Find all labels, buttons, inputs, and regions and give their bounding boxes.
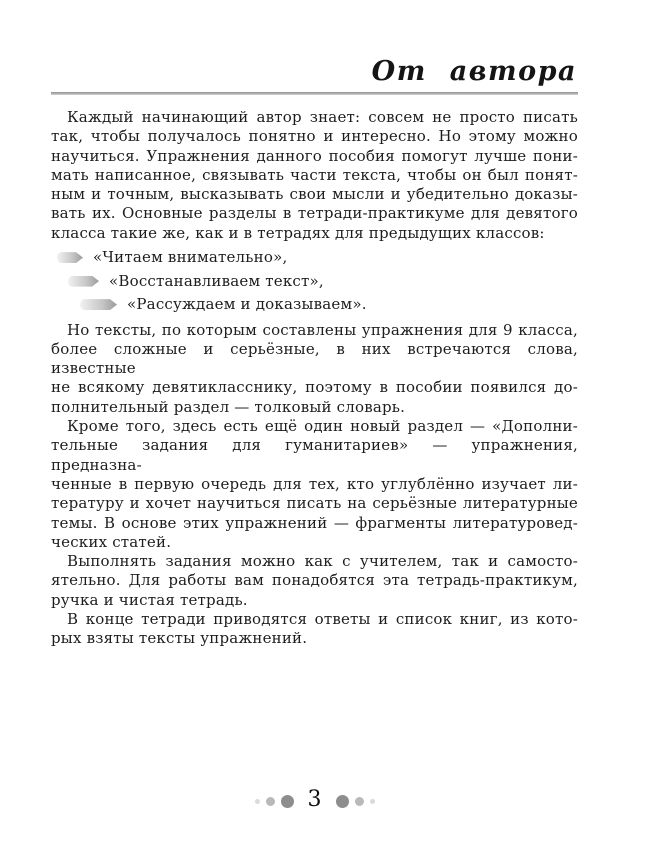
text-line: так, чтобы получалось понятно и интересно. Но этому можно (51, 127, 578, 146)
ornament-dot-icon (281, 795, 294, 808)
ornament-dot-icon (266, 797, 275, 806)
list-item (80, 293, 578, 317)
ornament-dot-icon (355, 797, 364, 806)
title-underline (51, 92, 578, 95)
section-list (51, 246, 578, 317)
arrow-marker-icon (80, 299, 117, 310)
arrow-marker-icon (68, 276, 99, 287)
text-line: вать их. Основные разделы в тетради-практикуме для девятого (51, 204, 578, 223)
text-line: не всякому девятикласснику, поэтому в пособии появился до- (51, 378, 578, 397)
list-item-label: «Читаем внимательно», (93, 248, 288, 267)
text-line: Выполнять задания можно как с учителем, так и самосто- (67, 552, 578, 571)
text-line: более сложные и серьёзные, в них встречаются слова, известные (51, 339, 578, 378)
paragraph-1 (51, 108, 578, 243)
text-line: ятельно. Для работы вам понадобятся эта тетрадь-практикум, (51, 571, 578, 590)
list-item (57, 246, 578, 270)
text-line: рых взяты тексты упражнений. (51, 629, 308, 648)
list-item-label: «Восстанавливаем текст», (109, 271, 324, 290)
text-column (51, 0, 578, 649)
text-line: полнительный раздел — толковый словарь. (51, 397, 406, 416)
text-line: научиться. Упражнения данного пособия помогут лучше пони- (51, 146, 578, 165)
ornament-dot-icon (370, 799, 375, 804)
list-item (68, 270, 578, 294)
text-line: Но тексты, по которым составлены упражнения для 9 класса, (67, 320, 578, 339)
text-line: ческих статей. (51, 532, 172, 551)
text-line: темы. В основе этих упражнений — фрагменты литературовед- (51, 513, 578, 532)
page-number: 3 (307, 787, 322, 812)
text-line: тературу и хочет научиться писать на серьёзные литературные (51, 494, 578, 513)
list-item-label: «Рассуждаем и доказываем». (127, 295, 367, 314)
paragraph-4 (51, 552, 578, 610)
paragraph-3 (51, 417, 578, 552)
arrow-marker-icon (57, 252, 83, 263)
paragraph-2 (51, 321, 578, 417)
text-line: тельные задания для гуманитариев» — упражнения, предназна- (51, 436, 578, 474)
text-line: ным и точным, высказывать свои мысли и убедительно доказы- (51, 185, 578, 204)
text-line: Каждый начинающий автор знает: совсем не просто писать (67, 108, 578, 126)
ornament-dot-icon (255, 799, 260, 804)
text-line: В конце тетради приводятся ответы и список книг, из кото- (67, 610, 578, 629)
paragraph-5 (51, 610, 578, 649)
page-footer (51, 788, 578, 814)
text-line: ченные в первую очередь для тех, кто углублённо изучает ли- (51, 474, 578, 493)
page-title: От автора (371, 56, 577, 87)
body-text (51, 108, 578, 649)
ornament-dot-icon (336, 795, 349, 808)
text-line: класса такие же, как и в тетрадях для предыдущих классов: (51, 223, 545, 242)
text-line: Кроме того, здесь есть ещё один новый раздел — «Дополни- (67, 417, 578, 436)
text-line: мать написанное, связывать части текста, чтобы он был понят- (51, 165, 578, 184)
text-line: ручка и чистая тетрадь. (51, 590, 248, 609)
